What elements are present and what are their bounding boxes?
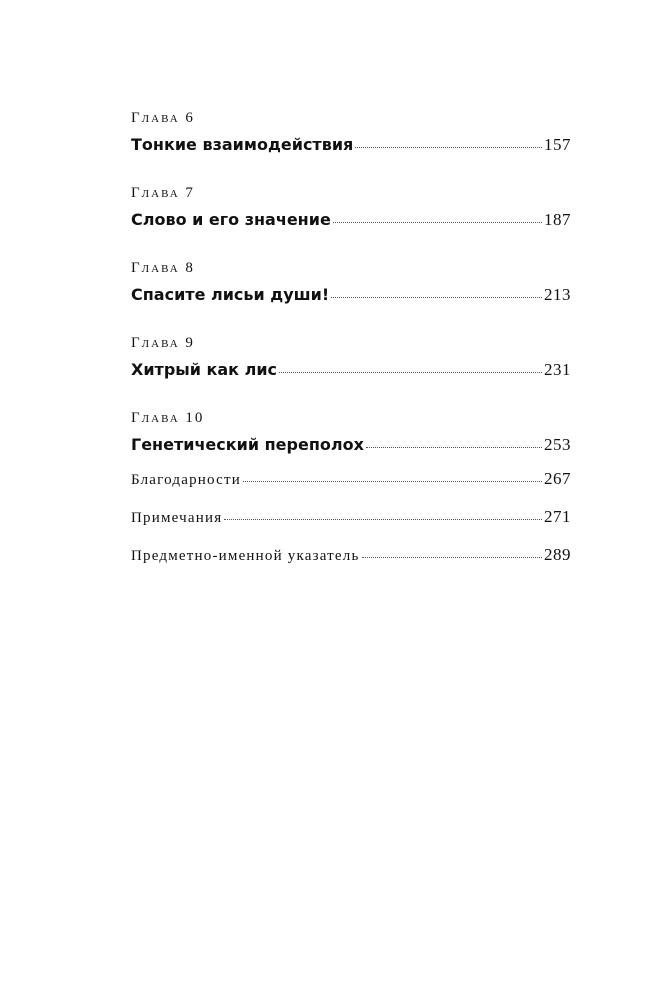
- chapter-label: Глава 8: [131, 260, 195, 276]
- page-number: 231: [544, 360, 571, 379]
- toc-entry-acknowledgements[interactable]: [131, 467, 571, 492]
- toc-entry[interactable]: [131, 133, 571, 157]
- dot-leader: [331, 296, 542, 298]
- chapter-title: Тонкие взаимодействия: [131, 135, 354, 154]
- toc-chapter: [131, 258, 571, 307]
- page-number: 157: [544, 135, 571, 154]
- toc-chapter: [131, 108, 571, 157]
- backmatter-list: [131, 467, 571, 568]
- toc-entry[interactable]: [131, 283, 571, 307]
- entry-title: Предметно-именной указатель: [131, 548, 360, 564]
- page-number: 271: [544, 507, 571, 526]
- dot-leader: [366, 446, 542, 448]
- dot-leader: [333, 221, 542, 223]
- page-number: 253: [544, 435, 571, 454]
- dot-leader: [355, 146, 542, 148]
- toc-chapter: [131, 408, 571, 457]
- entry-title: Благодарности: [131, 472, 241, 488]
- page-number: 267: [544, 469, 571, 488]
- dot-leader: [362, 556, 542, 558]
- chapter-label: Глава 10: [131, 410, 205, 426]
- page-number: 213: [544, 285, 571, 304]
- toc-entry-notes[interactable]: [131, 505, 571, 530]
- chapter-label: Глава 6: [131, 110, 195, 126]
- toc-chapter: [131, 333, 571, 382]
- toc-entry[interactable]: [131, 358, 571, 382]
- chapter-title: Хитрый как лис: [131, 360, 278, 379]
- dot-leader: [243, 480, 542, 482]
- chapter-label: Глава 7: [131, 185, 195, 201]
- dot-leader: [224, 518, 542, 520]
- chapter-title: Слово и его значение: [131, 210, 331, 229]
- chapter-label: Глава 9: [131, 335, 195, 351]
- chapter-title: Спасите лисьи души!: [131, 285, 330, 304]
- toc-entry[interactable]: [131, 433, 571, 457]
- toc-entry-index[interactable]: [131, 543, 571, 568]
- dot-leader: [279, 371, 542, 373]
- toc-entry[interactable]: [131, 208, 571, 232]
- entry-title: Примечания: [131, 510, 223, 526]
- table-of-contents: [131, 108, 571, 581]
- chapter-title: Генетический переполох: [131, 435, 364, 454]
- page-number: 289: [544, 545, 571, 564]
- toc-chapter: [131, 183, 571, 232]
- page-number: 187: [544, 210, 571, 229]
